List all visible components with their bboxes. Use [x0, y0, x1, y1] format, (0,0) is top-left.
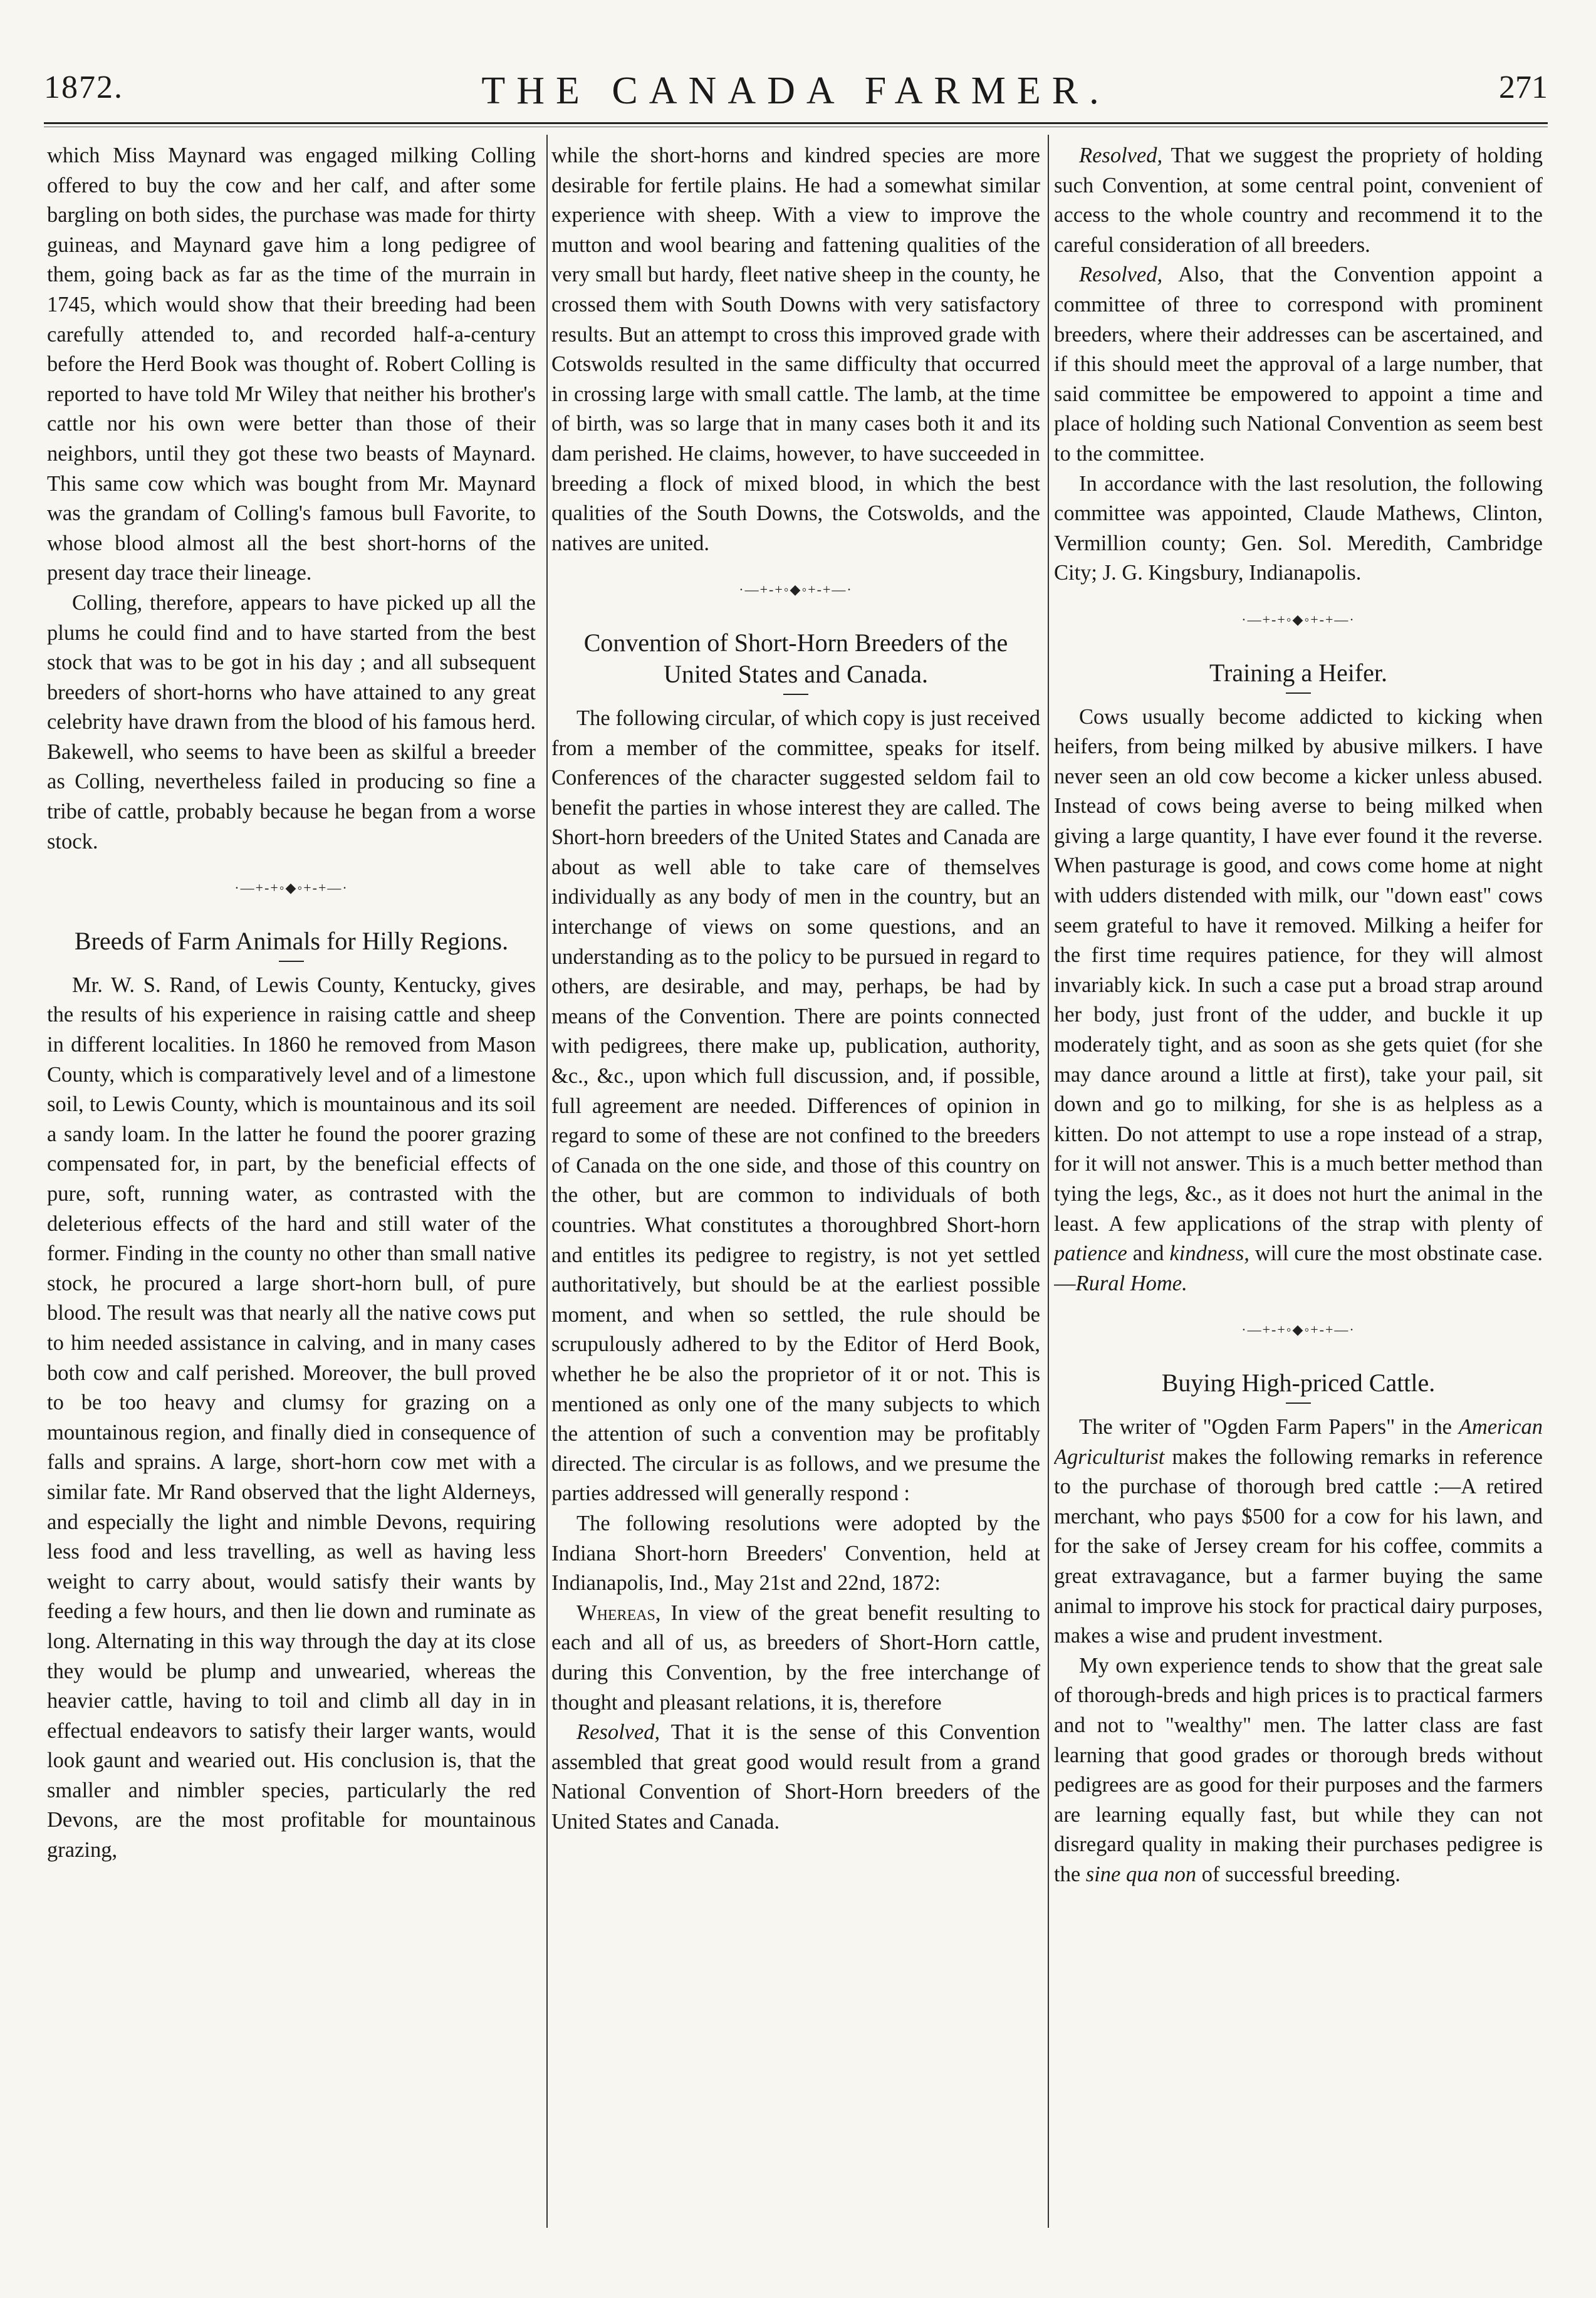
page-number: 271: [1499, 70, 1548, 105]
resolved-lead: Resolved,: [1079, 144, 1163, 167]
col2-paragraph-1: while the short-horns and kindred species are more desirable for fertile plains. He had a somewhat similar experience with sheep. With a view to improve the mutton and wool bearing and fattening qualities of the very small but hardy, fleet native sheep in the county, he crossed them with South Downs with very satisfactory results. But an attempt to cross this improved grade with Cotswolds resulted in the same difficulty that occurred in crossing large with small cattle. The lamb, at the time of birth, was so large that in many cases both it and its dam perished. He claims, however, to have succeeded in breeding a flock of mixed blood, in which the best qualities of the South Downs, the Cotswolds, and the natives are united.: [551, 144, 1040, 555]
column-2: [551, 141, 1040, 2215]
column-1: [47, 141, 536, 2215]
italic-kindness: kindness,: [1169, 1241, 1249, 1266]
experience-text-b: of successful breeding.: [1196, 1862, 1400, 1886]
resolved-text: Also, that the Convention appoint a committee of three to correspond with prominent breeders, where their addresses can be ascertained, and if this should meet the approval of a large number, that said committee be empowered to appoint a time and place of holding such National Convention as seem best to the committee.: [1054, 263, 1543, 466]
source-rural-home: Rural Home.: [1075, 1271, 1187, 1295]
col2-resolved-paragraph: [551, 1718, 1040, 1837]
section-ornament: ·—+-+◦◆◦+-+—·: [234, 880, 348, 896]
experience-text-a: My own experience tends to show that the great sale of thorough-breds and high prices is to practical farmers and not to "wealthy" men. The latter class are fast learning that good grades or thorough breds without pedigrees are as good for their purposes and the farmers are learning equally fast, but while they can not disregard quality in making their purchases pedigree is the: [1054, 1653, 1543, 1886]
resolved-lead: Resolved,: [576, 1720, 660, 1745]
col2-whereas-paragraph: [551, 1599, 1040, 1718]
col3-resolved-2: [1054, 260, 1543, 469]
col2-paragraph-3: The following resolutions were adopted by the Indiana Short-horn Breeders' Convention, held at Indianapolis, Ind., May 21st and 22nd, 1872:: [551, 1511, 1040, 1596]
section-ornament: ·—+-+◦◆◦+-+—·: [739, 582, 853, 598]
col1-paragraph-3: Mr. W. S. Rand, of Lewis County, Kentucky, gives the results of his experience in raising cattle and sheep in different localities. In 1860 he removed from Mason County, which is comparatively level and of a limestone soil, to Lewis County, which is mountainous and its soil a sandy loam. In the latter he found the poorer grazing compensated for, in part, by the beneficial effects of pure, soft, running water, as contrasted with the deleterious effects of the hard and still water of the former. Finding in the county no other than small native stock, he procured a large short-horn bull, of pure blood. The result was that nearly all the native cows put to him needed assistance in calving, and in many cases both cow and calf perished. Moreover, the bull proved to be too heavy and clumsy for grazing on a mountainous region, and finally died in consequence of falls and sprains. A large, short-horn cow met with a similar fate. Mr Rand observed that the light Alderneys, and especially the light and nimble Devons, requiring less food and less travelling, as well as having less weight to carry about, would satisfy their wants by feeding a few hours, and then lie down and ruminate as long. Alternating in this way through the day at its close they would be plump and unwearied, whereas the heavier cattle, having to toil and climb all day in in effectual endeavors to satisfy their larger wants, would look gaunt and wearied out. His conclusion is, that the smaller and nimbler species, particularly the red Devons, are the most profitable for mountainous grazing,: [47, 973, 536, 1862]
italic-patience: patience: [1054, 1241, 1127, 1266]
heading-underline: [279, 961, 304, 962]
whereas-lead: Whereas,: [576, 1601, 661, 1625]
heifer-and: and: [1127, 1241, 1170, 1266]
italic-sine-qua-non: sine qua non: [1085, 1862, 1197, 1886]
whereas-text: In view of the great benefit resulting to each and all of us, as breeders of Short-Horn cattle, during this Convention, by the free interchange of thought and pleasant relations, it is, therefore: [551, 1601, 1040, 1715]
heifer-text: Cows usually become addicted to kicking when heifers, from being milked by abusive milkers. I have never seen an old cow become a kicker unless abused. Instead of cows being averse to being milked when giving a large quantity, I have ever found it the reverse. When pasturage is good, and cows come home at night with udders distended with milk, our "down east" cows seem grateful to have it removed. Milking a heifer for the first time requires patience, for they will almost invariably kick. In such a case put a broad strap around her body, just front of the udder, and buckle it up moderately tight, and as soon as she gets quiet (for she may dance around a little at first), take your pail, sit down and go to milking, for she is as helpless as a kitten. Do not attempt to use a rope instead of a strap, for it will not answer. This is a much better method than tying the legs, &c., as it does not hurt the animal in the least. A few applications of the strap with plenty of: [1054, 704, 1543, 1236]
column-divider-1: [546, 135, 548, 2228]
col1-paragraph-1: which Miss Maynard was engaged milking Colling offered to buy the cow and her calf, and after some bargling on both sides, the purchase was made for thirty guineas, and Maynard gave him a long pedigree of them, going back as far as the time of the murrain in 1745, which would show that their breeding had been carefully attended to, and recorded half-a-century before the Herd Book was thought of. Robert Colling is reported to have told Mr Wiley that neither his brother's cattle nor his own were better than those of their neighbors, until they got these two beasts of Maynard. This same cow which was bought from Mr. Maynard was the grandam of Colling's famous bull Favorite, to whose blood almost all the best short-horns of the present day trace their lineage.: [47, 144, 536, 585]
ogden-text-b: makes the following remarks in reference to the purchase of thorough bred cattle :—A retired merchant, who pays $500 for a cow for his lawn, and for the sake of Jersey cream for his coffee, commits a great extravagance, but a farmer buying the same animal to improve his stock for practical dairy purposes, makes a wise and prudent investment.: [1054, 1444, 1543, 1648]
col2-paragraph-2: The following circular, of which copy is just received from a member of the committee, speaks for itself. Conferences of the character suggested seldom fail to benefit the parties in whose interest they are called. The Short-horn breeders of the United States and Canada are about as well able to take care of themselves individually as any body of men in the country, but an interchange of views on some questions, and an understanding as to the policy to be pursued in regard to others, are desirable, and may, perhaps, be had by means of the Convention. There are points connected with pedigrees, there make up, publication, authority, &c., &c., upon which full discussion, and, if possible, full agreement are needed. Differences of opinion in regard to some of these are not confined to the breeders of Canada on the one side, and those of this country on the other, but are common to individuals of both countries. What constitutes a thoroughbred Short-horn and entitles its pedigree to registry, is not yet settled authoritatively, but should be at the earliest possible moment, and when so settled, the rule should be scrupulously adhered to by the Editor of Herd Book, whether he be also the proprietor of it or not. This is mentioned as only one of the many subjects to which the attention of such a convention may be profitably directed. The circular is as follows, and we presume the parties addressed will generally respond :: [551, 706, 1040, 1506]
heading-high-priced-cattle: Buying High-priced Cattle.: [1161, 1368, 1436, 1397]
heading-underline: [1286, 1402, 1311, 1404]
resolved-text: That it is the sense of this Convention assembled that great good would result from a grand National Convention of Short-Horn breeders of the United States and Canada.: [551, 1720, 1040, 1834]
resolved-lead: Resolved,: [1079, 263, 1163, 287]
section-ornament: ·—+-+◦◆◦+-+—·: [1241, 1322, 1355, 1338]
col1-paragraph-2: Colling, therefore, appears to have picked up all the plums he could find and to have started from the best stock that was to be got in his day ; and all subsequent breeders of short-horns who have attained to any great celebrity have drawn from the blood of his famous herd. Bakewell, who seems to have been as skilful a breeder as Colling, nevertheless failed in producing so fine a tribe of cattle, probably because he began from a worse stock.: [47, 590, 536, 854]
heading-breeds-hilly-regions: Breeds of Farm Animals for Hilly Regions.: [74, 926, 509, 955]
heading-training-heifer: Training a Heifer.: [1209, 658, 1388, 687]
col3-heifer-paragraph: [1054, 702, 1543, 1299]
column-divider-2: [1048, 135, 1049, 2228]
col3-committee-paragraph: In accordance with the last resolution, the following committee was appointed, Claude Mathews, Clinton, Vermillion county; Gen. Sol. Meredith, Cambridge City; J. G. Kingsbury, Indianapolis.: [1054, 471, 1543, 585]
section-ornament: ·—+-+◦◆◦+-+—·: [1241, 611, 1355, 627]
col3-ogden-paragraph: [1054, 1413, 1543, 1651]
ogden-text-a: The writer of "Ogden Farm Papers" in the: [1079, 1414, 1459, 1439]
italic-agriculturist: American Agriculturist: [1054, 1414, 1543, 1469]
col3-experience-paragraph: [1054, 1651, 1543, 1890]
resolved-text: That we suggest the propriety of holding such Convention, at some central point, convenient of access to the whole country and recommend it to the careful consideration of all breeders.: [1054, 144, 1543, 257]
heading-underline: [1286, 692, 1311, 694]
masthead-title: THE CANADA FARMER.: [481, 70, 1110, 112]
column-3: [1054, 141, 1543, 2215]
header-year: 1872.: [44, 70, 123, 105]
heading-shorthorn-convention: Convention of Short-Horn Breeders of the United States and Canada.: [583, 628, 1008, 688]
heifer-end: will cure the most obstinate case.—: [1054, 1241, 1543, 1295]
heading-underline: [783, 694, 808, 695]
header-rule: [44, 122, 1548, 124]
col3-resolved-1: [1054, 141, 1543, 260]
